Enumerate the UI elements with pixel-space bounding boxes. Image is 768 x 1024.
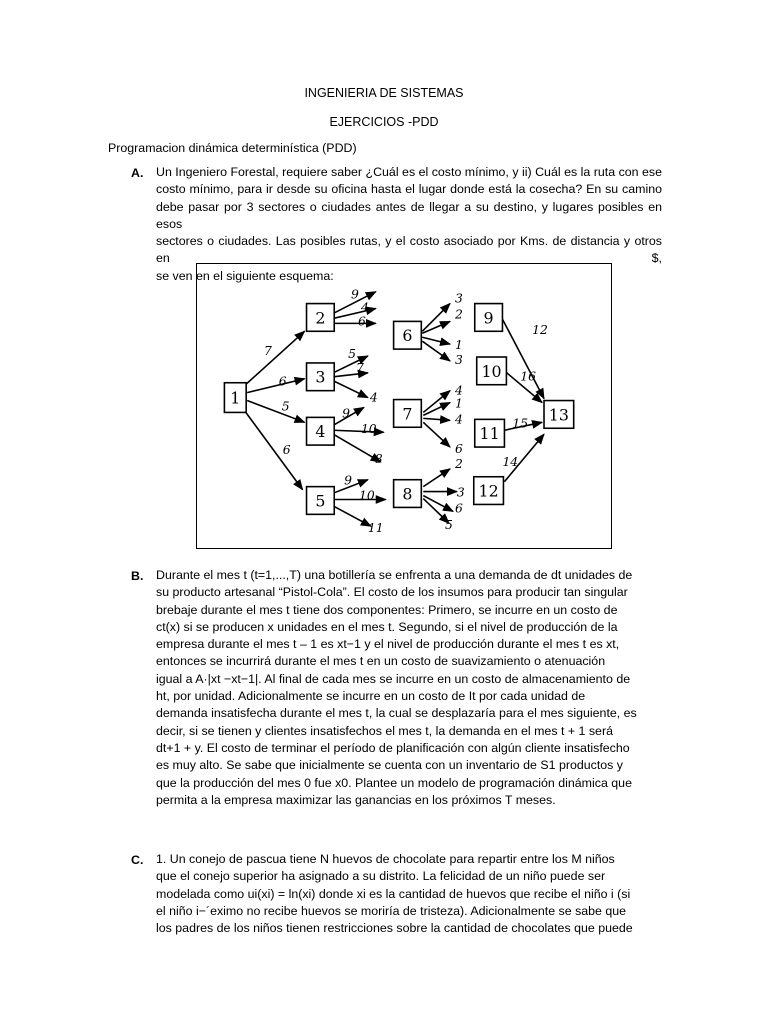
edge-label: 6 <box>454 441 463 456</box>
edge-label: 6 <box>454 501 463 516</box>
problem-b-line: dt+1 + y. El costo de terminar el período de planificación con algún cliente insatisfecho <box>156 740 630 755</box>
problem-b-line: ct(x) si se producen x unidades en el mes t. Segundo, si el nivel de producción de la <box>156 619 618 634</box>
problem-b-line: entonces se incurrirá durante el mes t en un costo de suavizamiento o atenuación <box>156 654 606 669</box>
edge-label: 4 <box>454 412 463 427</box>
edge-label: 3 <box>454 291 463 306</box>
edge-label: 9 <box>351 287 359 302</box>
problem-b-line: permita a la empresa maximizar las ganancias en los próximos T meses. <box>156 792 556 807</box>
edge-1-4 <box>247 401 304 423</box>
edge-label: 7 <box>263 344 272 359</box>
problem-c-line: modelada como ui(xi) = ln(xi) donde xi es la cantidad de huevos que recibe el niño i (si <box>156 886 631 901</box>
edge-1-5 <box>242 407 302 489</box>
problem-c-line: 1. Un conejo de pascua tiene N huevos de chocolate para repartir entre los M niños <box>156 852 615 866</box>
edge-label: 14 <box>502 454 519 469</box>
edge-4-c <box>333 434 380 462</box>
edge-1-2 <box>242 331 304 387</box>
section-heading: Programacion dinámica determinística (PDD) <box>108 141 357 155</box>
problem-c-line: los padres de los niños tienen restricciones sobre la cantidad de chocolates que puede <box>156 921 633 936</box>
problem-c-text <box>156 851 662 937</box>
node-1-label: 1 <box>230 388 241 408</box>
node-10-label: 10 <box>481 361 502 381</box>
edge-label: 12 <box>532 323 548 338</box>
edge-label: 4 <box>454 383 463 398</box>
edge-label: 4 <box>360 300 369 315</box>
problem-c-marker: C. <box>131 853 144 867</box>
edge-label: 5 <box>281 399 290 414</box>
edge-label: 3 <box>454 352 463 367</box>
problem-b-line: decir, si se tienen y clientes insatisfechos el mes t, la demanda en el mes t + 1 será <box>156 723 613 738</box>
document-title: INGENIERIA DE SISTEMAS <box>304 86 464 100</box>
edge-7-d <box>423 422 450 447</box>
edge-label: 11 <box>367 521 384 536</box>
node-6-label: 6 <box>402 326 413 346</box>
document-subtitle: EJERCICIOS -PDD <box>329 115 439 129</box>
edge-label: 9 <box>342 406 351 421</box>
edge-label: 1 <box>454 396 463 411</box>
problem-a-line: debe pasar por 3 sectores o ciudades antes de llegar a su destino, y lugares posibles en esos <box>156 199 662 231</box>
problem-b-line: es muy alto. Se sabe que inicialmente se cuenta con un inventario de S1 productos y <box>156 758 623 773</box>
edge-label: 6 <box>282 442 291 457</box>
problem-a-line: costo mínimo, para ir desde su oficina hasta el lugar donde está la cosecha? En su camino <box>156 182 662 197</box>
problem-b-marker: B. <box>131 569 144 583</box>
node-2-label: 2 <box>315 308 326 328</box>
edge-label: 4 <box>369 390 378 405</box>
node-7-label: 7 <box>402 404 413 424</box>
problem-c-line: el niño i−´eximo no recibe huevos se moriría de tristeza). Adicionalmente se sabe que <box>156 903 627 918</box>
problem-b-line: brebaje durante el mes t tiene dos componentes: Primero, se incurre en un costo de <box>156 602 618 617</box>
edge-7-c <box>423 418 450 420</box>
edge-label: 2 <box>454 307 463 322</box>
edge-5-c <box>332 505 371 526</box>
edge-6-d <box>422 341 450 361</box>
edge-3-c <box>333 381 368 398</box>
edge-label: 3 <box>456 485 465 500</box>
edge-label: 7 <box>356 360 364 375</box>
problem-c-line: que el conejo superior ha asignado a su distrito. La felicidad de un niño puede ser <box>156 869 606 884</box>
node-5-label: 5 <box>315 491 326 511</box>
edge-label: 1 <box>454 338 463 353</box>
problem-b-line: Durante el mes t (t=1,...,T) una botillería se enfrenta a una demanda de dt unidades de <box>156 568 633 582</box>
edge-label: 6 <box>357 314 366 329</box>
problem-b-line: empresa durante el mes t – 1 es xt−1 y el nivel de producción durante el mes t es xt, <box>156 637 620 652</box>
node-11-label: 11 <box>479 424 500 444</box>
node-13-label: 13 <box>548 405 569 425</box>
edge-label: 9 <box>344 473 353 488</box>
problem-a-line: sectores o ciudades. Las posibles rutas, y el costo asociado por Kms. de distancia y otros en $, <box>156 234 662 266</box>
problem-b-text <box>156 567 662 809</box>
edge-label: 15 <box>512 416 529 431</box>
node-4-label: 4 <box>315 422 326 442</box>
edge-label: 8 <box>374 451 383 466</box>
problem-a-line: Un Ingeniero Forestal, requiere saber ¿Cuál es el costo mínimo, y ii) Cuál es la ruta con ese <box>156 165 662 179</box>
node-12-label: 12 <box>478 481 499 501</box>
edge-label: 10 <box>360 422 377 437</box>
problem-a-line: se ven en el siguiente esquema: <box>156 268 334 283</box>
problem-b-line: su producto artesanal “Pistol-Cola”. El costo de los insumos para producir tan singular <box>156 585 628 600</box>
edge-8-a <box>423 469 450 487</box>
route-network-svg <box>197 264 610 547</box>
problem-b-line: demanda insatisfecha durante el mes t, la cual se desplazaría para el mes siguiente, es <box>156 706 637 721</box>
edge-label: 5 <box>348 347 356 362</box>
node-8-label: 8 <box>402 484 413 504</box>
edge-label: 6 <box>278 374 287 389</box>
edge-label: 5 <box>445 518 453 533</box>
node-9-label: 9 <box>483 308 494 328</box>
edge-label: 10 <box>358 488 375 503</box>
problem-b-line: ht, por unidad. Adicionalmente se incurre en un costo de It por cada unidad de <box>156 689 586 704</box>
edge-1-3 <box>247 379 304 393</box>
route-network-diagram <box>196 263 612 549</box>
node-3-label: 3 <box>315 367 326 387</box>
edge-6-c <box>422 337 450 344</box>
edge-label: 16 <box>520 369 536 384</box>
edge-label: 2 <box>454 456 463 471</box>
problem-a-marker: A. <box>131 166 144 180</box>
problem-b-line: igual a A·|xt −xt−1|. Al final de cada mes se incurre en un costo de almacenamiento de <box>156 671 631 686</box>
problem-b-line: que la producción del mes 0 fue x0. Plantee un modelo de programación dinámica que <box>156 775 632 790</box>
